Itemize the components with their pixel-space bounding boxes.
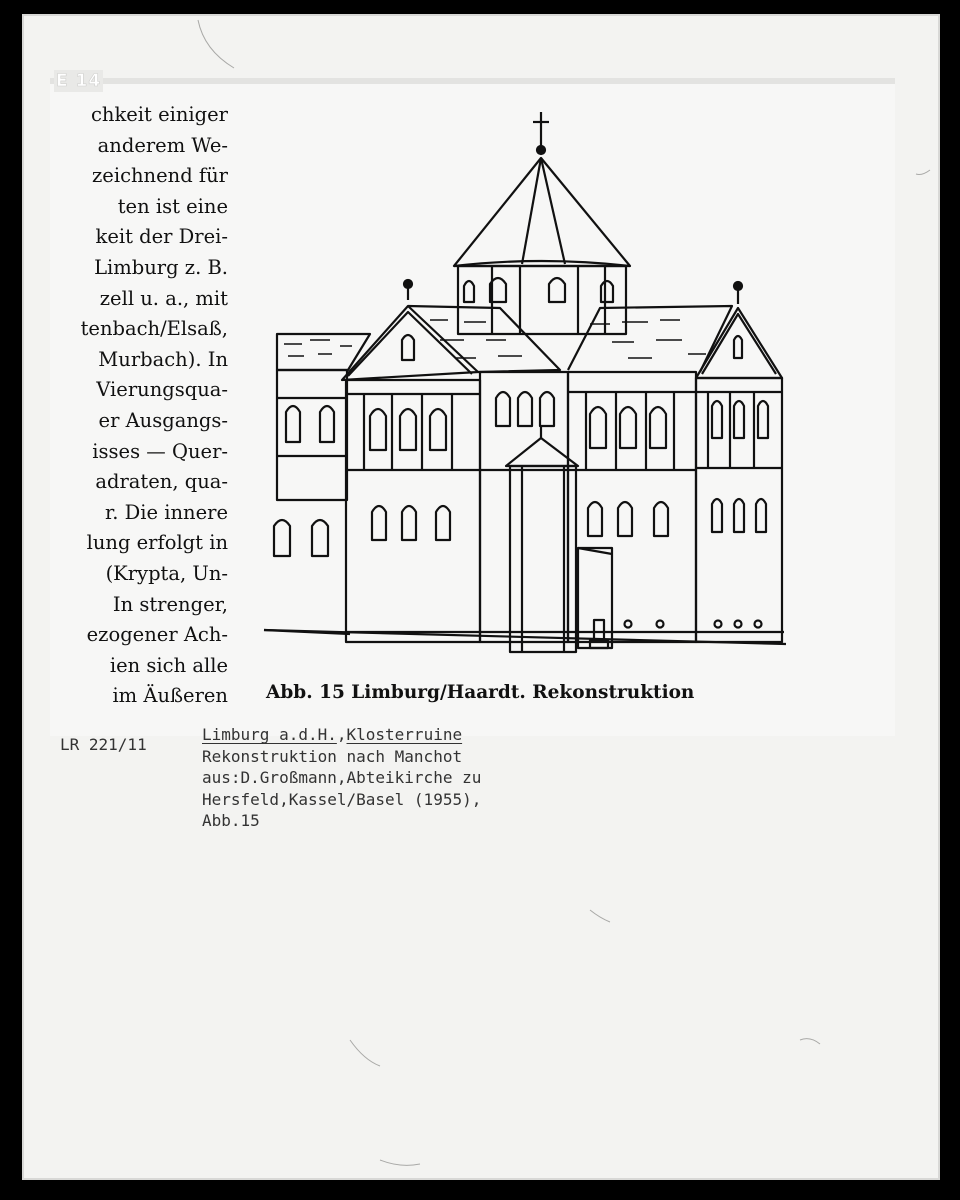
text-line: Limburg z. B. [94,255,228,279]
apse-right [696,378,782,642]
separator: , [336,725,347,744]
text-line: r. Die innere [105,500,228,524]
text-line: anderem We- [97,133,228,157]
figure-caption: Abb. 15 Limburg/Haardt. Rekonstruktion [266,682,695,703]
text-line: chkeit einiger [90,103,228,126]
text-line: (Krypta, Un- [105,561,228,585]
crossing-block [480,372,568,642]
citation-line: Hersfeld,Kassel/Basel (1955), [202,789,482,809]
text-line: zell u. a., mit [99,286,228,310]
text-line: lung erfolgt in [86,531,228,555]
archive-id-label: E 14 [56,71,102,91]
text-line: keit der Drei- [95,225,228,249]
text-line: er Ausgangs- [98,408,228,432]
citation-line: Abb.15 [202,811,260,830]
citation-block [202,724,481,832]
stair-tower [506,426,612,652]
tower-cross [533,112,549,154]
text-line: Vierungsqua- [96,378,228,402]
location-name: Limburg a.d.H. [202,725,337,744]
text-line: isses — Quer- [92,439,228,463]
text-line: zeichnend für [92,164,228,188]
text-line: Murbach). In [98,347,228,371]
transept-right [568,282,782,642]
text-line: tenbach/Elsaß, [80,317,228,341]
text-line: ien sich alle [109,653,228,677]
church-reconstruction-drawing [260,108,790,658]
text-line: im Äußeren [112,684,228,708]
citation-line: Rekonstruktion nach Manchot [202,746,463,766]
text-line: ezogener Ach- [86,623,228,647]
text-line: adraten, qua- [95,470,228,494]
citation-line: aus:D.Großmann,Abteikirche zu [202,768,482,787]
text-column [60,100,228,712]
shelfmark: LR 221/11 [60,735,147,754]
text-line: ten ist eine [117,194,228,218]
text-line: In strenger, [112,592,228,616]
subject-name: Klosterruine [346,725,463,744]
